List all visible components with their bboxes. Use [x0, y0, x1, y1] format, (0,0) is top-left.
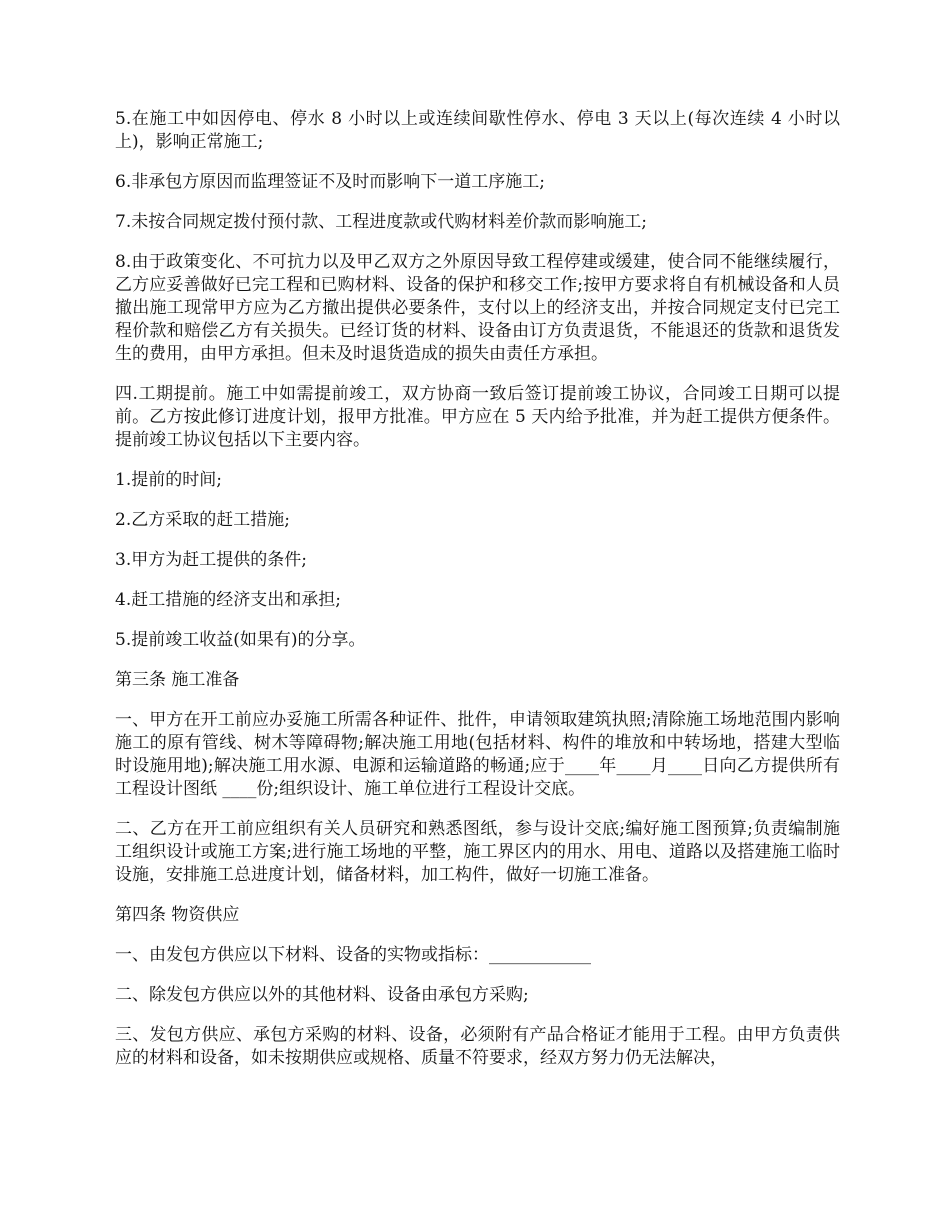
clause-item-5: 5.在施工中如因停电、停水 8 小时以上或连续间歇性停水、停电 3 天以上(每次连续 4 小时以上)，影响正常施工;	[115, 109, 840, 152]
early-completion-item-3: 3.甲方为赶工提供的条件;	[115, 550, 307, 570]
article-4-clause-2: 二、除发包方供应以外的其他材料、设备由承包方采购;	[115, 985, 529, 1005]
clause-item-7: 7.未按合同规定拨付预付款、工程进度款或代购材料差价款而影响施工;	[115, 212, 647, 232]
article-4-clause-3: 三、发包方供应、承包方采购的材料、设备，必须附有产品合格证才能用于工程。由甲方负责供应的材料和设备，如未按期供应或规格、质量不符要求，经双方努力仍无法解决，	[115, 1025, 840, 1068]
early-completion-item-2: 2.乙方采取的赶工措施;	[115, 510, 290, 530]
article-3-clause-1: 一、甲方在开工前应办妥施工所需各种证件、批件，申请领取建筑执照;清除施工场地范围内影响施工的原有管线、树木等障碍物;解决施工用地(包括材料、构件的堆放和中转场地，搭建大型临时设施用地);解决施工用水源、电源和运输道路的畅通;应于____年____月____日向乙方提供所有工程设计图纸 ____份;组织设计、施工单位进行工程设计交底。	[115, 710, 840, 799]
early-completion-item-5: 5.提前竣工收益(如果有)的分享。	[115, 630, 366, 650]
clause-item-8: 8.由于政策变化、不可抗力以及甲乙双方之外原因导致工程停建或缓建，使合同不能继续履行，乙方应妥善做好已完工程和已购材料、设备的保护和移交工作;按甲方要求将自有机械设备和人员撤出施工现常甲方应为乙方撤出提供必要条件，支付以上的经济支出，并按合同规定支付已完工程价款和赔偿乙方有关损失。已经订货的材料、设备由订方负责退货，不能退还的货款和退货发生的费用，由甲方承担。但未及时退货造成的损失由责任方承担。	[115, 252, 840, 364]
article-3-heading: 第三条 施工准备	[115, 670, 240, 690]
section-early-completion: 四.工期提前。施工中如需提前竣工，双方协商一致后签订提前竣工协议，合同竣工日期可以提前。乙方按此修订进度计划，报甲方批准。甲方应在 5 天内给予批准，并为赶工提供方便条件。提前竣工协议包括以下主要内容。	[115, 384, 840, 450]
article-4-clause-1: 一、由发包方供应以下材料、设备的实物或指标：____________	[115, 945, 591, 965]
early-completion-item-1: 1.提前的时间;	[115, 470, 222, 490]
document-page	[115, 108, 840, 1087]
clause-item-6: 6.非承包方原因而监理签证不及时而影响下一道工序施工;	[115, 172, 545, 192]
article-3-clause-2: 二、乙方在开工前应组织有关人员研究和熟悉图纸，参与设计交底;编好施工图预算;负责编制施工组织设计或施工方案;进行施工场地的平整，施工界区内的用水、用电、道路以及搭建施工临时设施，安排施工总进度计划，储备材料，加工构件，做好一切施工准备。	[115, 819, 840, 885]
early-completion-item-4: 4.赶工措施的经济支出和承担;	[115, 590, 341, 610]
article-4-heading: 第四条 物资供应	[115, 905, 240, 925]
